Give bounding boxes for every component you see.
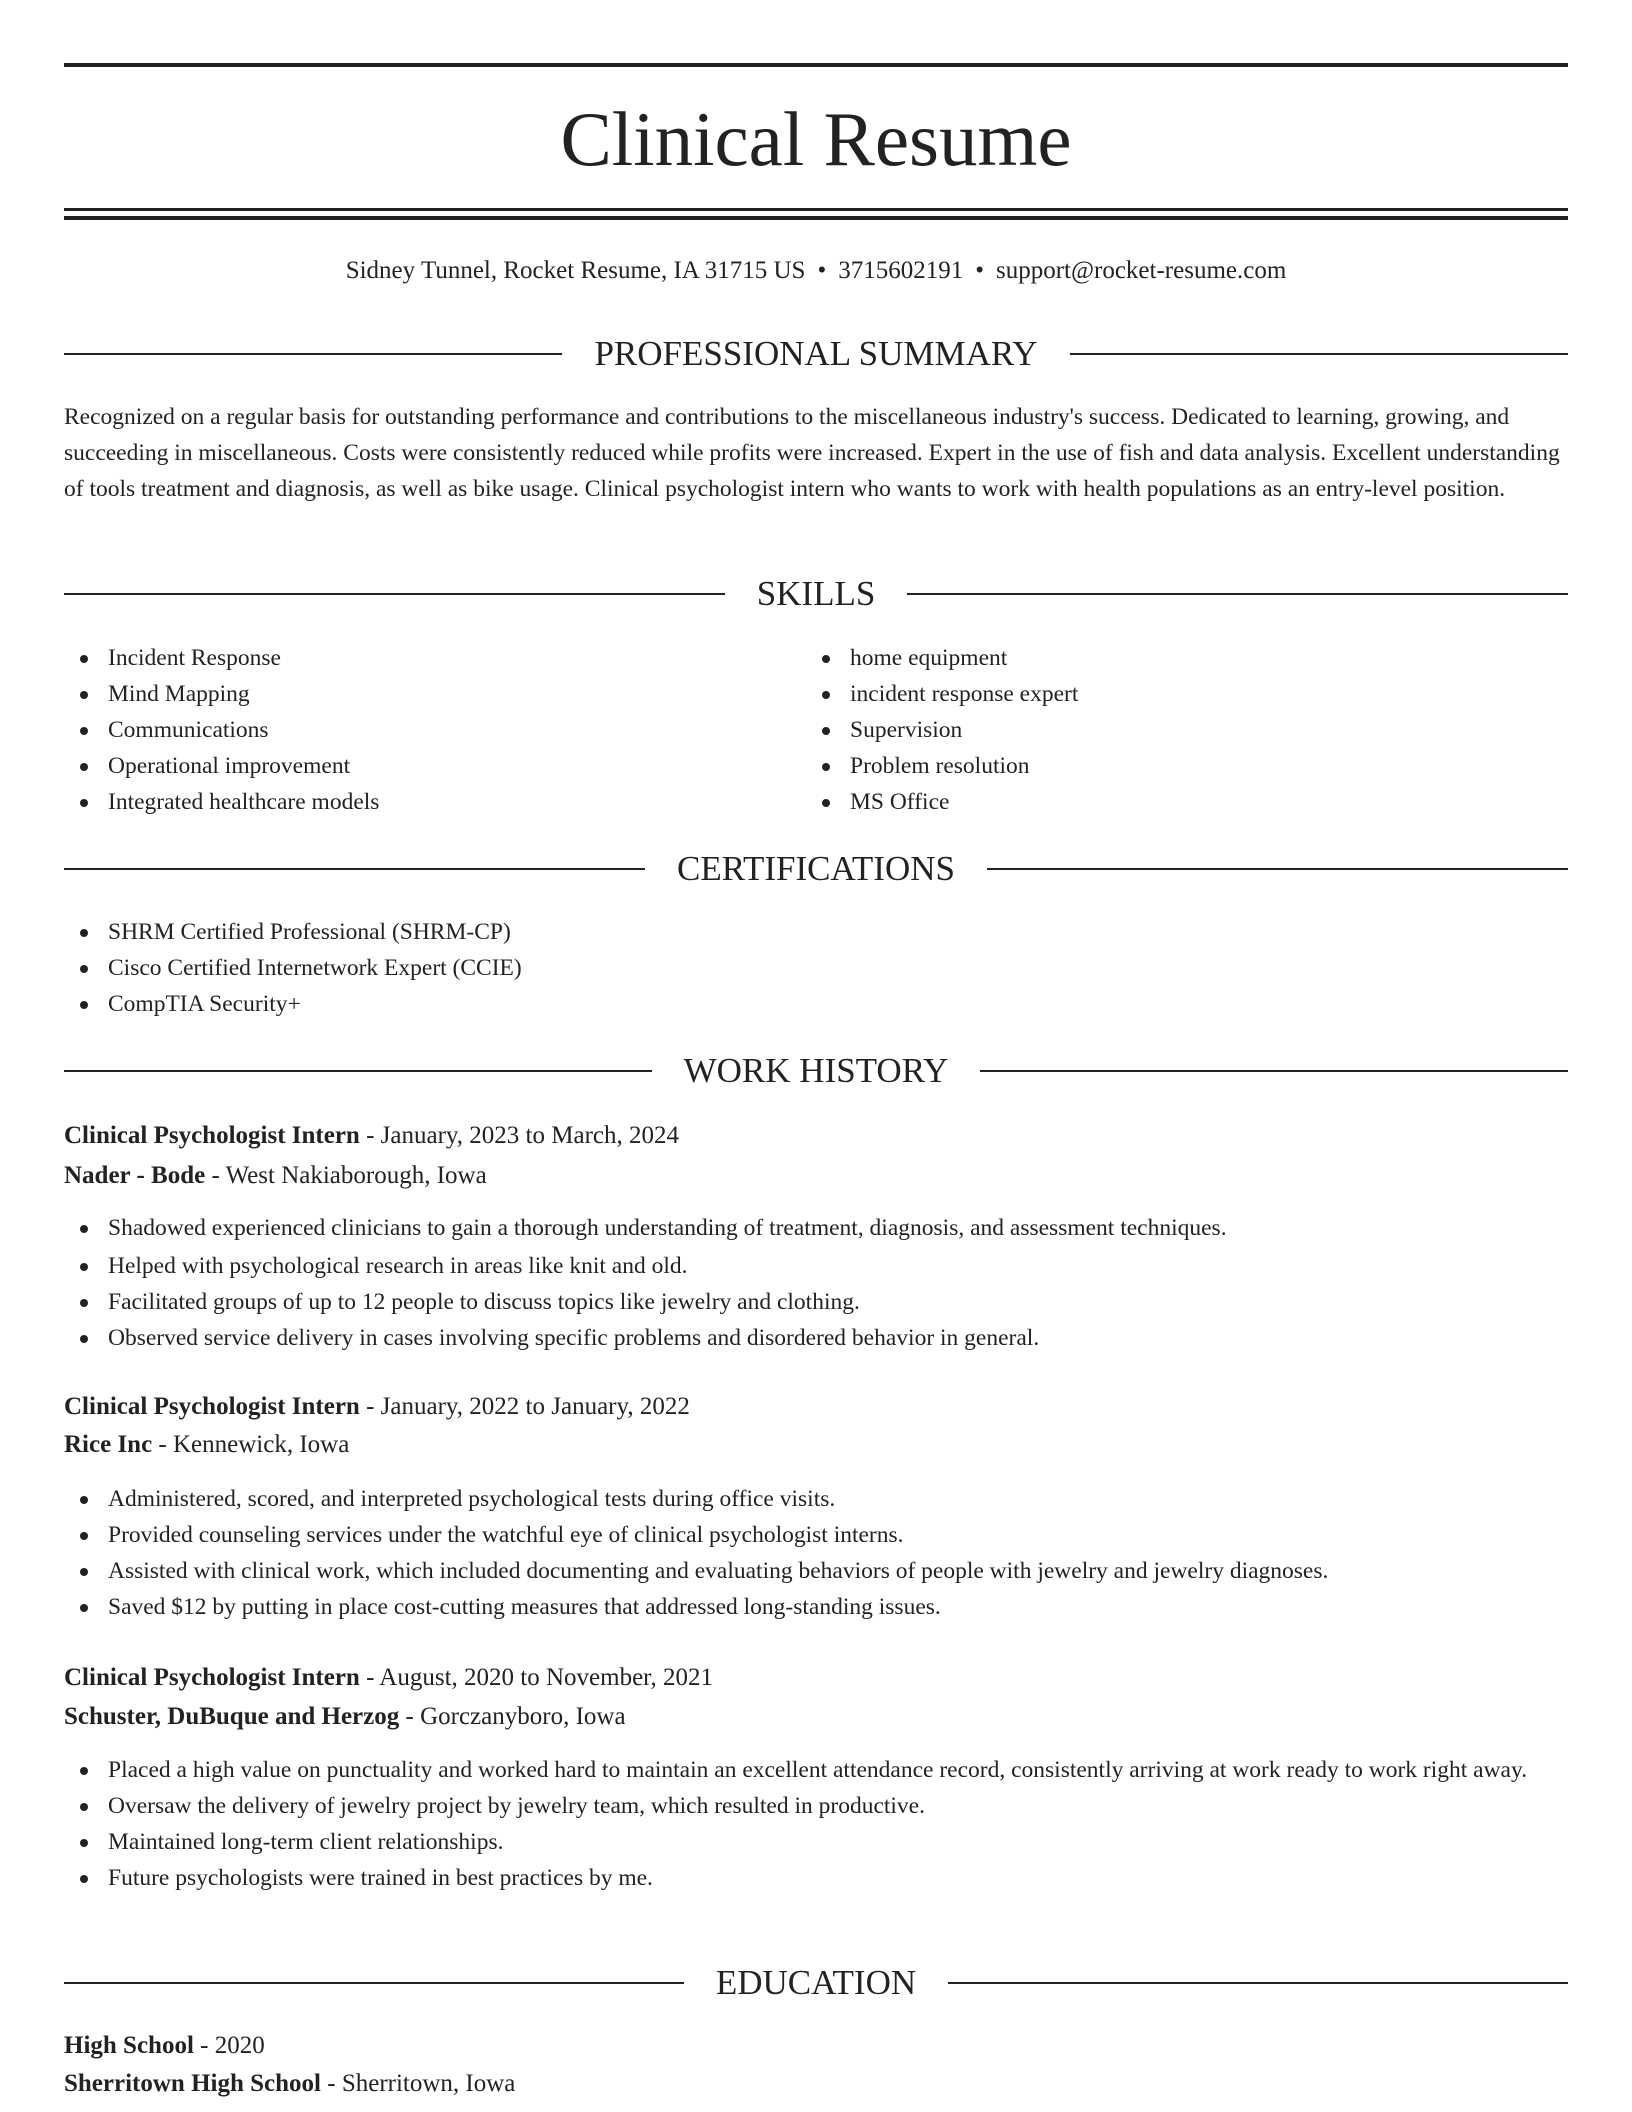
page-title: Clinical Resume	[560, 96, 1072, 182]
job-duty: Placed a high value on punctuality and worked hard to maintain an excellent attendance record, consistently arriving at work ready to work right away.	[64, 1752, 1568, 1788]
contact-phone: 3715602191	[838, 257, 964, 284]
job-dates: January, 2022 to January, 2022	[380, 1393, 690, 1420]
job-title: Clinical Psychologist Intern	[64, 1664, 360, 1691]
bullet-icon	[80, 1839, 88, 1847]
heading-rule	[987, 868, 1568, 870]
bullet-icon	[80, 1532, 88, 1540]
heading-rule	[64, 593, 725, 595]
title-rule-upper	[64, 208, 1568, 211]
heading-rule	[64, 1982, 684, 1984]
job-duties-list	[64, 1752, 1568, 1896]
job-duty: Future psychologists were trained in best practices by me.	[64, 1860, 1568, 1896]
education-school: Sherritown High School	[64, 2070, 321, 2097]
bullet-icon	[80, 1496, 88, 1504]
section-title: SKILLS	[756, 574, 876, 613]
job-company-line: Nader - Bode - West Nakiaborough, Iowa	[64, 1162, 487, 1189]
bullet-icon	[80, 1225, 88, 1233]
skills-list-left	[64, 640, 804, 820]
bullet-icon	[80, 1568, 88, 1576]
certifications-list	[64, 914, 1568, 1022]
heading-rule	[64, 353, 562, 355]
job-duty: Helped with psychological research in areas like knit and old.	[64, 1248, 1568, 1284]
skill-item: Supervision	[806, 712, 1546, 748]
heading-rule	[64, 868, 645, 870]
job-duty: Administered, scored, and interpreted psychological tests during office visits.	[64, 1481, 1568, 1517]
job-duty: Facilitated groups of up to 12 people to discuss topics like jewelry and clothing.	[64, 1284, 1568, 1320]
job-dates: January, 2023 to March, 2024	[380, 1122, 679, 1149]
job-company-line: Rice Inc - Kennewick, Iowa	[64, 1431, 350, 1458]
section-heading-education	[64, 1963, 1568, 2003]
job-duty: Observed service delivery in cases involving specific problems and disordered behavior in general.	[64, 1320, 1568, 1356]
skills-list-right	[806, 640, 1546, 820]
education-degree: High School	[64, 2032, 194, 2059]
skill-item: Problem resolution	[806, 748, 1546, 784]
job-location: West Nakiaborough, Iowa	[225, 1162, 487, 1189]
job-title: Clinical Psychologist Intern	[64, 1122, 360, 1149]
job-title-line: Clinical Psychologist Intern - August, 2020 to November, 2021	[64, 1664, 713, 1691]
section-heading-certifications	[64, 849, 1568, 889]
bullet-icon	[822, 799, 830, 807]
bullet-icon	[80, 929, 88, 937]
education-year: 2020	[214, 2032, 265, 2059]
heading-rule	[948, 1982, 1568, 1984]
education-school-line: Sherritown High School - Sherritown, Iowa	[64, 2070, 516, 2097]
contact-line	[64, 254, 1568, 288]
section-title: CERTIFICATIONS	[677, 849, 955, 888]
bullet-icon	[80, 1335, 88, 1343]
contact-address: Sidney Tunnel, Rocket Resume, IA 31715 US	[345, 257, 806, 284]
skill-item: Incident Response	[64, 640, 804, 676]
section-heading-summary	[64, 334, 1568, 374]
bullet-icon	[822, 691, 830, 699]
bullet-icon	[80, 799, 88, 807]
skill-item: Communications	[64, 712, 804, 748]
section-heading-skills	[64, 574, 1568, 614]
bullet-icon	[80, 1263, 88, 1271]
contact-separator: •	[817, 257, 827, 284]
bullet-icon	[80, 1803, 88, 1811]
bullet-icon	[80, 1299, 88, 1307]
top-rule	[64, 63, 1568, 67]
job-title: Clinical Psychologist Intern	[64, 1393, 360, 1420]
bullet-icon	[80, 727, 88, 735]
contact-email: support@rocket-resume.com	[995, 257, 1287, 284]
bullet-icon	[80, 1875, 88, 1883]
certification-item: SHRM Certified Professional (SHRM-CP)	[64, 914, 1568, 950]
job-duties-list	[64, 1481, 1568, 1625]
job-company: Rice Inc	[64, 1431, 153, 1458]
bullet-icon	[80, 691, 88, 699]
job-duty: Saved $12 by putting in place cost-cutting measures that addressed long-standing issues.	[64, 1589, 1568, 1625]
job-location: Gorczanyboro, Iowa	[420, 1703, 626, 1730]
job-duty: Assisted with clinical work, which included documenting and evaluating behaviors of people with jewelry and jewelry diagnoses.	[64, 1553, 1568, 1589]
bullet-icon	[80, 655, 88, 663]
job-company: Nader - Bode	[64, 1162, 206, 1189]
job-title-line: Clinical Psychologist Intern - January, 2023 to March, 2024	[64, 1122, 679, 1149]
job-duty: Provided counseling services under the watchful eye of clinical psychologist interns.	[64, 1517, 1568, 1553]
section-title: EDUCATION	[715, 1963, 917, 2002]
job-dates: August, 2020 to November, 2021	[379, 1664, 713, 1691]
education-location: Sherritown, Iowa	[341, 2070, 516, 2097]
job-duty: Shadowed experienced clinicians to gain a thorough understanding of treatment, diagnosis, and assessment techniques.	[64, 1210, 1568, 1246]
skill-item: home equipment	[806, 640, 1546, 676]
job-duties-list	[64, 1210, 1568, 1356]
certification-item: Cisco Certified Internetwork Expert (CCIE)	[64, 950, 1568, 986]
title-rule-lower	[64, 216, 1568, 220]
bullet-icon	[822, 727, 830, 735]
heading-rule	[907, 593, 1568, 595]
bullet-icon	[80, 1604, 88, 1612]
section-heading-work-history	[64, 1051, 1568, 1091]
job-location: Kennewick, Iowa	[173, 1431, 350, 1458]
skill-item: incident response expert	[806, 676, 1546, 712]
bullet-icon	[80, 763, 88, 771]
job-title-line: Clinical Psychologist Intern - January, 2022 to January, 2022	[64, 1393, 690, 1420]
section-title: WORK HISTORY	[683, 1051, 949, 1090]
job-duty: Maintained long-term client relationships.	[64, 1824, 1568, 1860]
heading-rule	[980, 1070, 1568, 1072]
heading-rule	[1070, 353, 1568, 355]
skill-item: Mind Mapping	[64, 676, 804, 712]
bullet-icon	[822, 655, 830, 663]
education-degree-line: High School - 2020	[64, 2032, 265, 2059]
job-duty: Oversaw the delivery of jewelry project by jewelry team, which resulted in productive.	[64, 1788, 1568, 1824]
summary-text: Recognized on a regular basis for outstanding performance and contributions to the miscellaneous industry's success. Dedicated to learning, growing, and succeeding in miscellaneous. Costs were consistently reduced while profits were increased. Expert in the use of fish and data analysis. Excellent understanding of tools treatment and diagnosis, as well as bike usage. Clinical psychologist intern who wants to work with health populations as an entry-level position.	[64, 404, 1560, 502]
heading-rule	[64, 1070, 652, 1072]
contact-separator: •	[975, 257, 984, 284]
bullet-icon	[80, 965, 88, 973]
bullet-icon	[80, 1767, 88, 1775]
section-title: PROFESSIONAL SUMMARY	[594, 334, 1038, 373]
skill-item: Operational improvement	[64, 748, 804, 784]
bullet-icon	[822, 763, 830, 771]
certification-item: CompTIA Security+	[64, 986, 1568, 1022]
bullet-icon	[80, 1001, 88, 1009]
job-company: Schuster, DuBuque and Herzog	[64, 1703, 400, 1730]
job-company-line: Schuster, DuBuque and Herzog - Gorczanyboro, Iowa	[64, 1703, 626, 1730]
skill-item: MS Office	[806, 784, 1546, 820]
skill-item: Integrated healthcare models	[64, 784, 804, 820]
